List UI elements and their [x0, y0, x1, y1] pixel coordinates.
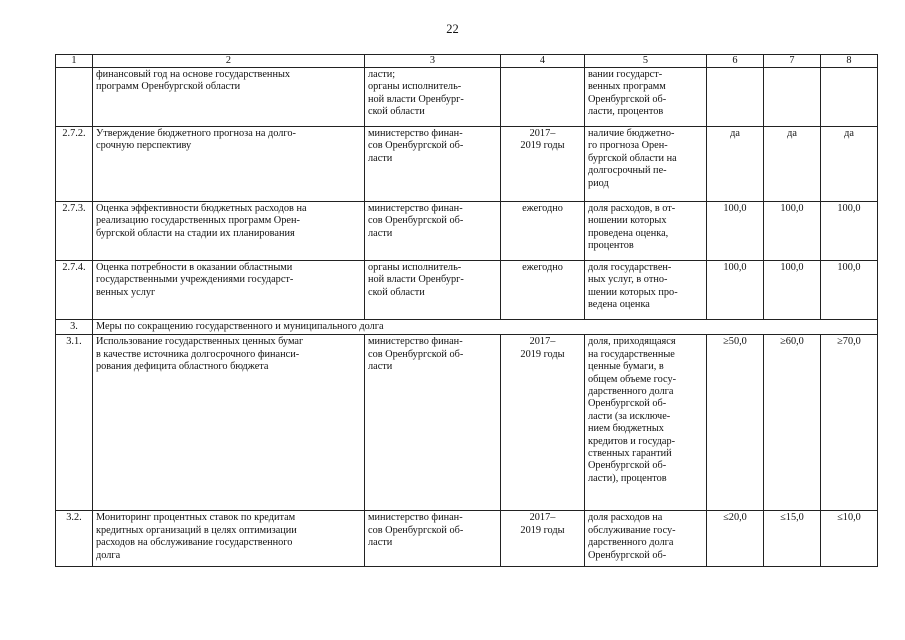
row-number: 2.7.3. [56, 202, 93, 261]
table-row [56, 335, 878, 511]
header-cell: 1 [56, 55, 93, 68]
period: 2017– 2019 годы [501, 127, 585, 202]
executor: органы исполнитель- ной власти Оренбург- ской области [365, 261, 501, 320]
header-cell: 4 [501, 55, 585, 68]
measure-name: Оценка потребности в оказании областными государственными учреждениями государст- венных услуг [93, 261, 365, 320]
header-cell: 8 [821, 55, 878, 68]
measure-name: Утверждение бюджетного прогноза на долго- срочную перспективу [93, 127, 365, 202]
value-2018: ≥60,0 [764, 335, 821, 511]
row-number: 3.2. [56, 511, 93, 567]
indicator: доля расходов на обслуживание госу- дарственного долга Оренбургской об- [585, 511, 707, 567]
measure-name: Мониторинг процентных ставок по кредитам кредитных организаций в целях оптимизации расходов на обслуживание государственного долга [93, 511, 365, 567]
executor: ласти; органы исполнитель- ной власти Оренбург- ской области [365, 68, 501, 127]
value-2019: 100,0 [821, 261, 878, 320]
row-number [56, 68, 93, 127]
measure-name: финансовый год на основе государственных программ Оренбургской области [93, 68, 365, 127]
value-2017: 100,0 [707, 261, 764, 320]
value-2019: ≥70,0 [821, 335, 878, 511]
value-2019: ≤10,0 [821, 511, 878, 567]
value-2018: 100,0 [764, 261, 821, 320]
table-row [56, 127, 878, 202]
measure-name: Использование государственных ценных бумаг в качестве источника долгосрочного финанси- рования дефицита областного бюджета [93, 335, 365, 511]
indicator: доля государствен- ных услуг, в отно- шении которых про- ведена оценка [585, 261, 707, 320]
period: 2017– 2019 годы [501, 511, 585, 567]
section-number: 3. [56, 320, 93, 335]
table-row [56, 511, 878, 567]
value-2017: да [707, 127, 764, 202]
value-2018: 100,0 [764, 202, 821, 261]
indicator: доля, приходящаяся на государственные ценные бумаги, в общем объеме госу- дарственного долга Оренбургской об- ласти (за исключе- нием бюджетных кредитов и государ- ственных гарантий Оренбургской об- ласти), процентов [585, 335, 707, 511]
executor: министерство финан- сов Оренбургской об- ласти [365, 202, 501, 261]
header-cell: 2 [93, 55, 365, 68]
period [501, 68, 585, 127]
value-2017 [707, 68, 764, 127]
value-2018: ≤15,0 [764, 511, 821, 567]
value-2019: 100,0 [821, 202, 878, 261]
period: ежегодно [501, 202, 585, 261]
value-2018: да [764, 127, 821, 202]
indicator: наличие бюджетно- го прогноза Орен- бургской области на долгосрочный пе- риод [585, 127, 707, 202]
row-number: 3.1. [56, 335, 93, 511]
table-row [56, 68, 878, 127]
executor: министерство финан- сов Оренбургской об- ласти [365, 511, 501, 567]
period: ежегодно [501, 261, 585, 320]
value-2017: ≥50,0 [707, 335, 764, 511]
indicator: вании государст- венных программ Оренбургской об- ласти, процентов [585, 68, 707, 127]
executor: министерство финан- сов Оренбургской об- ласти [365, 127, 501, 202]
header-cell: 5 [585, 55, 707, 68]
table-row [56, 261, 878, 320]
section-title: Меры по сокращению государственного и муниципального долга [93, 320, 878, 335]
value-2018 [764, 68, 821, 127]
header-cell: 6 [707, 55, 764, 68]
table-row [56, 202, 878, 261]
period: 2017– 2019 годы [501, 335, 585, 511]
header-cell: 3 [365, 55, 501, 68]
page-number: 22 [446, 22, 459, 36]
value-2017: 100,0 [707, 202, 764, 261]
indicator: доля расходов, в от- ношении которых проведена оценка, процентов [585, 202, 707, 261]
table-header-row [56, 55, 878, 68]
row-number: 2.7.2. [56, 127, 93, 202]
value-2019: да [821, 127, 878, 202]
executor: министерство финан- сов Оренбургской об- ласти [365, 335, 501, 511]
value-2019 [821, 68, 878, 127]
section-row [56, 320, 878, 335]
measure-name: Оценка эффективности бюджетных расходов на реализацию государственных программ Орен- бургской области на стадии их планирования [93, 202, 365, 261]
value-2017: ≤20,0 [707, 511, 764, 567]
row-number: 2.7.4. [56, 261, 93, 320]
header-cell: 7 [764, 55, 821, 68]
measures-table [55, 54, 878, 567]
